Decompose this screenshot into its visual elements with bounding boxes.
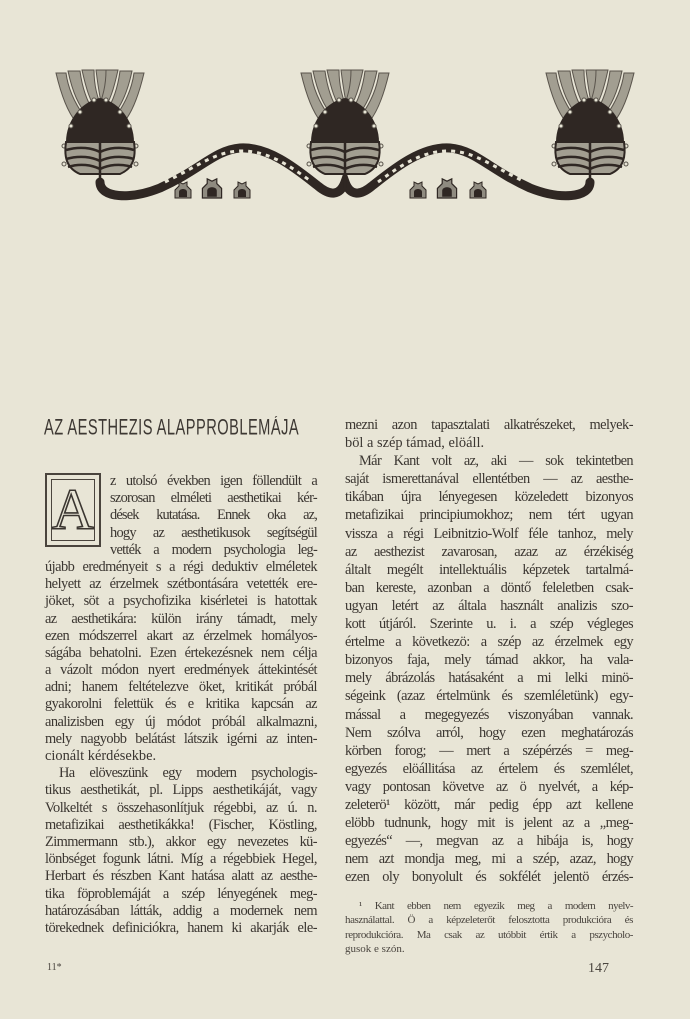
text-line (345, 706, 633, 724)
text-line (45, 817, 317, 834)
text-line-text: böl a szép támad, elöáll. (345, 435, 485, 452)
text-line (345, 832, 633, 850)
text-line (45, 576, 317, 593)
text-line-text: mely ábrázolás hatásaként a mi lelki minö- (345, 670, 633, 687)
text-line (45, 748, 317, 765)
text-line (345, 615, 633, 633)
text-line-text: tikus aesthetikát, pl. Lipps aesthetikáját, vagy (45, 782, 317, 799)
drop-cap-letter: A (52, 477, 94, 542)
text-line (110, 490, 317, 507)
text-line (110, 525, 317, 542)
text-line (45, 559, 317, 576)
text-line (345, 742, 633, 760)
text-line-text: ezen oly bonyolult és sokfélét jelentö érzés- (345, 869, 633, 886)
text-line-text: jöket, söt a psychofizika kisérletei is hatottak (45, 593, 317, 610)
text-line-text: helyett az érzelmek szétbontására vetették ere- (45, 576, 317, 593)
text-line-text: Volkeltét s összehasonlítjuk régebbi, az ú. n. (45, 799, 317, 816)
text-line (345, 850, 633, 868)
text-line-text: tikában újra lényegesen közeledett bizonyos (345, 489, 633, 506)
text-line (345, 416, 633, 434)
text-line (110, 542, 317, 559)
text-line-text: Ha elöveszünk egy modern psychologis- (59, 765, 317, 782)
text-line (345, 633, 633, 651)
text-line (45, 645, 317, 662)
text-line (45, 851, 317, 868)
text-line-text: kott útjáról. Szerinte u. i. a szép végleges (345, 616, 633, 633)
page-number: 147 (588, 961, 609, 976)
chapter-title: AZ AESTHEZIS ALAPPROBLEMÁJA (44, 416, 300, 441)
text-line-text: adni; hanem feltételezve öket, kritikát próbál (45, 679, 317, 696)
text-line-text: hogy az aesthetikusok segítségül (110, 524, 317, 541)
text-line (45, 628, 317, 645)
text-line (45, 731, 317, 748)
right-text-column (345, 416, 633, 886)
lotus-flower-right (546, 70, 634, 188)
text-line-text: zeleterö¹ között, már pedig épp azt kellene (345, 796, 633, 813)
text-line-text: értelme a következö: a szép az érzelmek egy (345, 634, 633, 651)
text-line-text: az aesthezist zavarosan, azaz az érzékiség (345, 543, 633, 560)
text-line (345, 651, 633, 669)
footnote (345, 899, 633, 957)
text-line (45, 800, 317, 817)
text-line-text: mely nagyobb belátást látszik igérni az inten- (45, 730, 317, 747)
footnote-line-text: ¹ Kant ebben nem egyezik meg a modern nyelv- (359, 900, 633, 912)
left-text-column (45, 473, 317, 937)
text-line-text: szorosan elméleti aesthetikai kér- (110, 490, 317, 507)
text-line-text: ugyan letért az általa használt analizis szo- (345, 597, 633, 614)
text-line (45, 782, 317, 799)
text-line (345, 778, 633, 796)
signature-mark: 11* (47, 962, 62, 973)
text-line (345, 543, 633, 561)
text-line (345, 868, 633, 886)
footnote-line-text: használattal. Ö a képzeleterőt felosztotta produkcióra és (345, 914, 633, 927)
text-line-text: Már Kant volt az, aki — sok tekintetben (359, 453, 633, 470)
text-line-text: elöbb tudnunk, hogy mit is jelent az a „meg- (345, 815, 633, 832)
text-line-text: ezen módszerrel akart az érzelmek homályos- (45, 627, 317, 644)
text-line (110, 507, 317, 524)
text-line-text: metafizikai principiumokhoz; nem tért ugyan (345, 507, 633, 524)
text-line-text: saját ismerettanával ellentétben — az aesthe- (345, 471, 633, 488)
text-line (45, 868, 317, 885)
text-line (345, 724, 633, 742)
text-line (45, 834, 317, 851)
text-line-text: Nem szólva arról, hogy ezen meghatározás (345, 724, 633, 741)
text-line (345, 814, 633, 832)
text-line (45, 679, 317, 696)
text-line-text: törekednek definiciókra, hanem ki akarják ele- (45, 919, 317, 936)
text-line-text: Herbart és részben Kant hatása alatt az aesthe- (45, 868, 317, 885)
text-line (345, 669, 633, 687)
text-line (45, 903, 317, 920)
text-line-text: dések kutatása. Ennek oka az, (110, 507, 317, 524)
text-line-text: nem azt mondja meg, mi a szép, azaz, hogy (345, 851, 633, 868)
text-line-text: a vázolt módon nyert eredmények áttekintését (45, 662, 317, 679)
text-line-text: analizisben egy új módot próbál alkalmazni, (45, 713, 317, 730)
text-line (345, 796, 633, 814)
text-line (345, 452, 633, 470)
text-line-text: mással a megegyezés viszonyában vannak. (345, 706, 633, 723)
text-line (345, 760, 633, 778)
text-line-text: vissza a régi Leibnitzio-Wolf féle tanhoz, mely (345, 525, 633, 542)
text-line-text: egyezés“ —, megvan az a hibája is, hogy (345, 833, 633, 850)
footnote-line-text: gusok e szón. (345, 943, 405, 956)
text-line (45, 886, 317, 903)
text-line (345, 506, 633, 524)
text-line-text: ségeink (azaz értelmünk és szemléletünk) egy- (345, 688, 633, 705)
lotus-flower-left (56, 70, 144, 188)
text-line (345, 579, 633, 597)
text-line-text: vették a modern psychologia leg- (110, 541, 317, 558)
text-line (345, 561, 633, 579)
text-line (45, 593, 317, 610)
text-line-text: gyakorolni felettük és e kritika kapcsán az (45, 696, 317, 713)
footnote-line (345, 899, 633, 913)
text-line-text: vagy pontosan követve az ö nyelvét, a kép- (345, 778, 633, 795)
footnote-line-text: reprodukcióra. Ma csak az utóbbit értik a pszycholo- (345, 928, 633, 941)
text-line-text: tika föproblemáját a szép lényegének meg- (45, 885, 317, 902)
text-line-text: lönbséget fogunk látni. Míg a régebbiek Hegel, (45, 851, 317, 868)
text-line (45, 714, 317, 731)
text-line-text: újabb eredményeit s a régi deduktiv elméletek (45, 558, 317, 575)
text-line-text: metafizikai aesthetikákka! (Fischer, Köstling, (45, 816, 317, 833)
footnote-line (345, 913, 633, 927)
text-line-text: Zimmermann stb.), akkor egy nevezetes kü- (45, 833, 317, 850)
text-line-text: mezni azon tapasztalati alkatrészeket, melyek- (345, 417, 633, 433)
text-line (45, 662, 317, 679)
text-line-text: általt megélt intellektuális képzetek tartalmá- (345, 561, 633, 578)
text-line (345, 525, 633, 543)
footnote-line (345, 928, 633, 942)
lotus-flower-center (301, 70, 389, 188)
text-line (345, 470, 633, 488)
text-line-text: ban kereste, azonban a döntő feleletben csak- (345, 579, 633, 596)
text-line (345, 597, 633, 615)
text-line (345, 687, 633, 705)
text-line-text: bizonyos faja, mely támad akkor, ha vala- (345, 652, 633, 669)
text-line (345, 434, 633, 452)
text-line-text: határozásában látták, addig a modernek nem (45, 902, 317, 919)
text-line (45, 696, 317, 713)
footnote-line (345, 942, 633, 956)
decorative-header-ornament (0, 55, 690, 215)
text-line-text: egyezés elöállitása az értelem és szemlélet, (345, 760, 633, 777)
text-line-text: körben forog; — mert a szépérzés = meg- (345, 742, 633, 759)
text-line-text: az aesthetikára: külön irány támadt, mely (45, 610, 317, 627)
text-line-text: ságába behatolni. Ezen értekezésnek nem célja (45, 644, 317, 661)
text-line (110, 473, 317, 490)
text-line (45, 765, 317, 782)
text-line-text: cionált kérdésekbe. (45, 748, 157, 764)
text-line (45, 611, 317, 628)
text-line-text: z utolsó években igen föllendült a (110, 473, 317, 489)
text-line (345, 488, 633, 506)
text-line (45, 920, 317, 937)
